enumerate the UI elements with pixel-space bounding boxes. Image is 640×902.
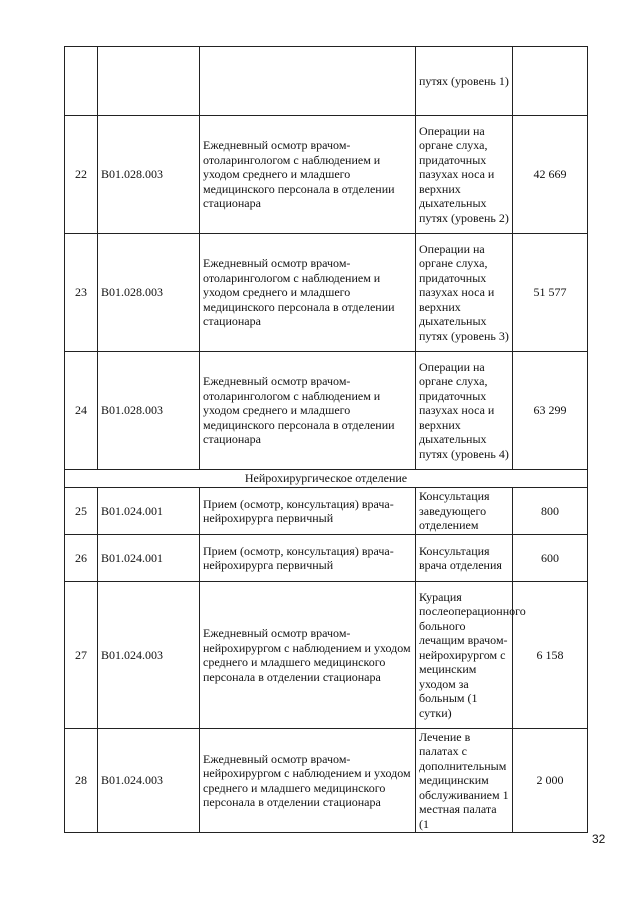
service-price: 63 299 <box>513 352 588 470</box>
service-name: Ежедневный осмотр врачом-отоларингологом с наблюдением и уходом среднего и младшего медицинского персонала в отделении стационара <box>200 116 416 234</box>
service-price: 6 158 <box>513 582 588 729</box>
service-code: В01.028.003 <box>98 116 200 234</box>
service-code: В01.024.003 <box>98 582 200 729</box>
table-row <box>65 488 588 535</box>
row-number: 24 <box>65 352 98 470</box>
service-name: Ежедневный осмотр врачом-отоларингологом с наблюдением и уходом среднего и младшего медицинского персонала в отделении стационара <box>200 352 416 470</box>
service-description: Курация послеоперационного больного лечащим врачом-нейрохирургом с мецинским уходом за больным (1 сутки) <box>416 582 513 729</box>
service-name <box>200 47 416 116</box>
service-name: Прием (осмотр, консультация) врача-нейрохирурга первичный <box>200 488 416 535</box>
table-row <box>65 582 588 729</box>
table-row <box>65 352 588 470</box>
service-price: 800 <box>513 488 588 535</box>
service-price <box>513 47 588 116</box>
service-code: В01.028.003 <box>98 352 200 470</box>
section-row <box>65 470 588 488</box>
row-number: 23 <box>65 234 98 352</box>
table-row <box>65 729 588 833</box>
service-description: Операции на органе слуха, придаточных пазухах носа и верхних дыхательных путях (уровень 3) <box>416 234 513 352</box>
service-price: 2 000 <box>513 729 588 833</box>
price-table <box>64 46 588 833</box>
service-price: 42 669 <box>513 116 588 234</box>
table-row <box>65 535 588 582</box>
service-code: В01.024.003 <box>98 729 200 833</box>
service-name: Ежедневный осмотр врачом-нейрохирургом с наблюдением и уходом среднего и младшего медицинского персонала в отделении стационара <box>200 729 416 833</box>
row-number: 22 <box>65 116 98 234</box>
service-name: Прием (осмотр, консультация) врача-нейрохирурга первичный <box>200 535 416 582</box>
service-description: Консультация заведующего отделением <box>416 488 513 535</box>
service-price: 600 <box>513 535 588 582</box>
service-name: Ежедневный осмотр врачом-нейрохирургом с наблюдением и уходом среднего и младшего медицинского персонала в отделении стационара <box>200 582 416 729</box>
row-number: 28 <box>65 729 98 833</box>
service-description: Лечение в палатах с дополнительным медицинским обслуживанием 1 местная палата (1 <box>416 729 513 833</box>
service-description: Операции на органе слуха, придаточных пазухах носа и верхних дыхательных путях (уровень 2) <box>416 116 513 234</box>
section-title: Нейрохирургическое отделение <box>65 470 588 488</box>
service-name: Ежедневный осмотр врачом-отоларингологом с наблюдением и уходом среднего и младшего медицинского персонала в отделении стационара <box>200 234 416 352</box>
row-number: 27 <box>65 582 98 729</box>
service-description: Операции на органе слуха, придаточных пазухах носа и верхних дыхательных путях (уровень 4) <box>416 352 513 470</box>
service-code: В01.028.003 <box>98 234 200 352</box>
service-code: В01.024.001 <box>98 535 200 582</box>
service-description: путях (уровень 1) <box>416 47 513 116</box>
table-row <box>65 116 588 234</box>
page-number: 32 <box>592 832 606 846</box>
service-price: 51 577 <box>513 234 588 352</box>
service-code <box>98 47 200 116</box>
table-row <box>65 234 588 352</box>
row-number <box>65 47 98 116</box>
row-number: 25 <box>65 488 98 535</box>
table-row <box>65 47 588 116</box>
service-description: Консультация врача отделения <box>416 535 513 582</box>
row-number: 26 <box>65 535 98 582</box>
service-code: В01.024.001 <box>98 488 200 535</box>
